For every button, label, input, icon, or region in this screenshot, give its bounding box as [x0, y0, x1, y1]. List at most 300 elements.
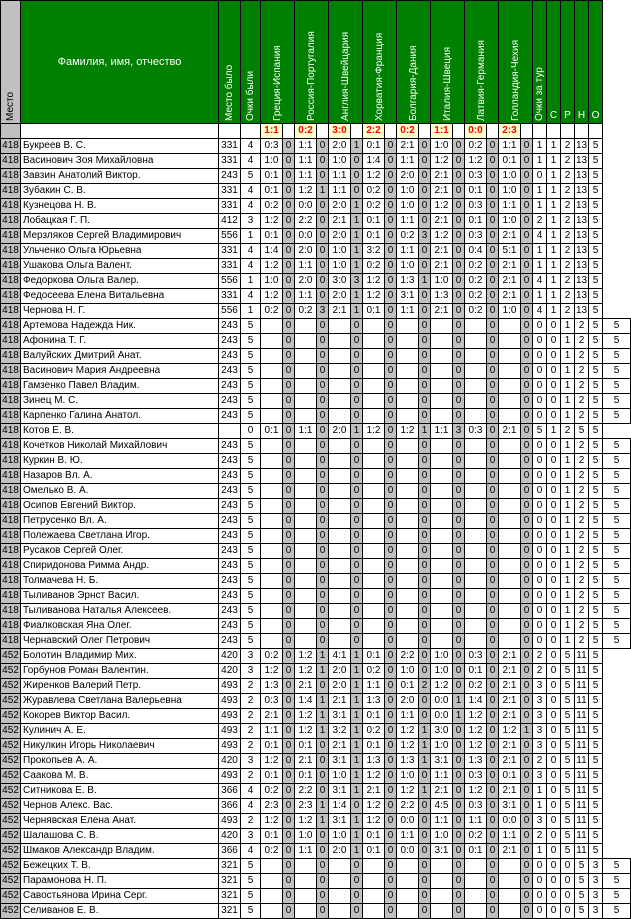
- cell-m3-pts: 1: [351, 814, 363, 829]
- cell-m3-pts: 1: [351, 739, 363, 754]
- cell-n: 2: [575, 529, 589, 544]
- cell-m3-pred: 2:0: [329, 229, 351, 244]
- cell-m2-pts: 0: [317, 859, 329, 874]
- cell-n: 5: [575, 904, 589, 919]
- cell-c: 0: [547, 409, 561, 424]
- cell-m2-pts: 0: [317, 739, 329, 754]
- cell-m2-pts: 0: [317, 439, 329, 454]
- cell-undefined: 5: [603, 439, 631, 454]
- cell-undefined: 5: [603, 604, 631, 619]
- cell-n: 13: [575, 304, 589, 319]
- cell-m8-pts: 0: [521, 529, 533, 544]
- cell-m1-pred: 1:2: [261, 814, 283, 829]
- table-row: [1, 289, 631, 304]
- cell-prev-place: 420: [219, 754, 241, 769]
- cell-n: 13: [575, 274, 589, 289]
- cell-tour-points: 1: [533, 844, 547, 859]
- cell-m1-pts: 0: [283, 814, 295, 829]
- cell-m8-pred: [499, 904, 521, 919]
- cell-m4-pred: [363, 499, 385, 514]
- cell-prev-points: 0: [241, 424, 261, 439]
- cell-m1-pts: 0: [283, 334, 295, 349]
- cell-m3-pts: 1: [351, 304, 363, 319]
- cell-m7-pred: 0:3: [465, 424, 487, 439]
- cell-m5-pts: 0: [419, 859, 431, 874]
- cell-m4-pts: 0: [385, 364, 397, 379]
- cell-m3-pred: 4:1: [329, 649, 351, 664]
- cell-m5-pred: 2:1: [397, 139, 419, 154]
- cell-place: 452: [1, 799, 21, 814]
- cell-m4-pred: [363, 589, 385, 604]
- cell-m4-pred: [363, 484, 385, 499]
- cell-m2-pts: 0: [317, 199, 329, 214]
- cell-m7-pred: 0:4: [465, 244, 487, 259]
- cell-m7-pts: 0: [487, 514, 499, 529]
- cell-m4-pts: 0: [385, 619, 397, 634]
- cell-m8-pred: [499, 379, 521, 394]
- table-row: [1, 184, 631, 199]
- cell-m1-pred: [261, 619, 283, 634]
- cell-m7-pred: 1:2: [465, 709, 487, 724]
- cell-m6-pts: 0: [453, 244, 465, 259]
- cell-m1-pts: 0: [283, 454, 295, 469]
- cell-r: 1: [561, 439, 575, 454]
- cell-name: Кочетков Николай Михайлович: [21, 439, 219, 454]
- cell-m5-pts: 0: [419, 889, 431, 904]
- cell-m5-pred: 1:0: [397, 259, 419, 274]
- cell-m8-pts: 0: [521, 139, 533, 154]
- results-prev-points-blank: [241, 124, 261, 139]
- cell-m2-pts: 0: [317, 499, 329, 514]
- cell-m3-pts: 0: [351, 544, 363, 559]
- score-spacer: [283, 124, 295, 139]
- cell-m3-pts: 3: [351, 274, 363, 289]
- table-row: [1, 199, 631, 214]
- cell-m2-pred: 2:2: [295, 784, 317, 799]
- cell-m1-pred: 0:3: [261, 694, 283, 709]
- cell-m8-pred: 1:1: [499, 199, 521, 214]
- cell-m8-pred: [499, 439, 521, 454]
- cell-prev-place: 493: [219, 679, 241, 694]
- cell-m7-pred: [465, 469, 487, 484]
- cell-m4-pts: 0: [385, 709, 397, 724]
- cell-m5-pred: [397, 454, 419, 469]
- table-row: [1, 709, 631, 724]
- table-row: [1, 619, 631, 634]
- cell-m1-pred: 0:3: [261, 139, 283, 154]
- cell-r: 1: [561, 484, 575, 499]
- cell-prev-place: 243: [219, 514, 241, 529]
- cell-m4-pts: 0: [385, 169, 397, 184]
- cell-n: 5: [575, 859, 589, 874]
- cell-m3-pred: 2:0: [329, 844, 351, 859]
- cell-m3-pred: 2:0: [329, 679, 351, 694]
- table-row: [1, 484, 631, 499]
- cell-m8-pts: 0: [521, 499, 533, 514]
- cell-m1-pts: 0: [283, 529, 295, 544]
- cell-o: 5: [589, 379, 603, 394]
- cell-m8-pred: 5:1: [499, 244, 521, 259]
- cell-tour-points: 2: [533, 754, 547, 769]
- cell-m6-pts: 0: [453, 544, 465, 559]
- cell-m5-pts: 0: [419, 574, 431, 589]
- cell-r: 5: [561, 844, 575, 859]
- cell-prev-points: 4: [241, 199, 261, 214]
- cell-undefined: 5: [603, 634, 631, 649]
- cell-m2-pred: [295, 364, 317, 379]
- cell-m6-pts: 0: [453, 664, 465, 679]
- cell-m1-pts: 0: [283, 679, 295, 694]
- cell-m3-pred: 2:1: [329, 214, 351, 229]
- cell-m1-pts: 0: [283, 229, 295, 244]
- cell-m4-pts: 0: [385, 829, 397, 844]
- cell-m7-pts: 0: [487, 784, 499, 799]
- cell-o: 5: [589, 844, 603, 859]
- cell-tour-points: 1: [533, 244, 547, 259]
- cell-name: Зинец М. С.: [21, 394, 219, 409]
- cell-m8-pts: 0: [521, 349, 533, 364]
- cell-n: 5: [575, 424, 589, 439]
- cell-tour-points: 0: [533, 904, 547, 919]
- cell-n: 11: [575, 769, 589, 784]
- cell-m6-pred: [431, 574, 453, 589]
- cell-r: 1: [561, 349, 575, 364]
- cell-m6-pts: 0: [453, 574, 465, 589]
- cell-m3-pts: 1: [351, 424, 363, 439]
- cell-m1-pts: 0: [283, 829, 295, 844]
- cell-prev-points: 5: [241, 634, 261, 649]
- table-row: [1, 499, 631, 514]
- cell-m3-pts: 0: [351, 619, 363, 634]
- cell-m4-pred: [363, 559, 385, 574]
- cell-undefined: 5: [603, 529, 631, 544]
- cell-m3-pred: [329, 439, 351, 454]
- cell-m2-pts: 0: [317, 769, 329, 784]
- cell-m6-pred: 3:0: [431, 724, 453, 739]
- table-row: [1, 604, 631, 619]
- cell-tour-points: 1: [533, 784, 547, 799]
- cell-prev-points: 4: [241, 289, 261, 304]
- cell-m5-pts: 0: [419, 199, 431, 214]
- cell-m5-pts: 0: [419, 499, 431, 514]
- cell-m7-pts: 0: [487, 289, 499, 304]
- cell-o: 5: [589, 499, 603, 514]
- cell-m2-pred: 1:2: [295, 184, 317, 199]
- cell-m1-pts: 0: [283, 199, 295, 214]
- cell-o: 5: [589, 304, 603, 319]
- cell-m2-pred: [295, 469, 317, 484]
- cell-prev-place: 321: [219, 874, 241, 889]
- cell-place: 418: [1, 604, 21, 619]
- cell-m7-pred: [465, 874, 487, 889]
- cell-m2-pts: 0: [317, 514, 329, 529]
- cell-tour-points: 0: [533, 469, 547, 484]
- cell-prev-points: 3: [241, 754, 261, 769]
- cell-m4-pred: 0:1: [363, 739, 385, 754]
- cell-m3-pred: [329, 349, 351, 364]
- cell-prev-place: 420: [219, 829, 241, 844]
- cell-prev-place: 493: [219, 739, 241, 754]
- cell-m8-pts: 0: [521, 184, 533, 199]
- table-row: [1, 559, 631, 574]
- cell-n: 11: [575, 799, 589, 814]
- table-row: [1, 319, 631, 334]
- cell-m3-pred: [329, 454, 351, 469]
- cell-prev-place: 493: [219, 814, 241, 829]
- cell-place: 452: [1, 814, 21, 829]
- cell-m8-pts: 0: [521, 559, 533, 574]
- score-spacer: [575, 124, 589, 139]
- cell-m5-pts: 0: [419, 709, 431, 724]
- cell-m6-pred: 2:1: [431, 214, 453, 229]
- cell-m6-pred: [431, 484, 453, 499]
- cell-r: 5: [561, 664, 575, 679]
- cell-m3-pts: 1: [351, 649, 363, 664]
- cell-m1-pred: 1:4: [261, 244, 283, 259]
- cell-n: 11: [575, 664, 589, 679]
- cell-c: 1: [547, 289, 561, 304]
- cell-m4-pts: 0: [385, 514, 397, 529]
- cell-m3-pred: [329, 589, 351, 604]
- cell-tour-points: 4: [533, 304, 547, 319]
- cell-m1-pred: [261, 544, 283, 559]
- cell-m5-pred: [397, 394, 419, 409]
- cell-m6-pred: [431, 379, 453, 394]
- cell-m4-pts: 0: [385, 529, 397, 544]
- cell-place: 418: [1, 454, 21, 469]
- cell-prev-points: 5: [241, 619, 261, 634]
- cell-m3-pred: [329, 334, 351, 349]
- cell-o: 5: [589, 619, 603, 634]
- cell-m2-pred: [295, 559, 317, 574]
- cell-m6-pred: [431, 499, 453, 514]
- cell-m4-pred: [363, 454, 385, 469]
- cell-m1-pts: 0: [283, 184, 295, 199]
- cell-prev-place: 243: [219, 619, 241, 634]
- cell-n: 2: [575, 469, 589, 484]
- cell-m2-pts: 1: [317, 709, 329, 724]
- cell-m3-pred: [329, 904, 351, 919]
- cell-place: 418: [1, 514, 21, 529]
- cell-m4-pts: 0: [385, 304, 397, 319]
- cell-m8-pred: 2:1: [499, 259, 521, 274]
- cell-m1-pred: [261, 859, 283, 874]
- cell-name: Артемова Надежда Ник.: [21, 319, 219, 334]
- cell-place: 418: [1, 439, 21, 454]
- cell-m3-pred: 1:0: [329, 829, 351, 844]
- cell-prev-place: 366: [219, 799, 241, 814]
- cell-o: 5: [589, 799, 603, 814]
- cell-m2-pred: 1:1: [295, 139, 317, 154]
- cell-prev-points: 5: [241, 514, 261, 529]
- cell-m2-pts: 0: [317, 349, 329, 364]
- cell-m6-pred: 2:1: [431, 259, 453, 274]
- cell-m7-pts: 0: [487, 304, 499, 319]
- cell-m6-pred: [431, 319, 453, 334]
- cell-m3-pred: 3:1: [329, 709, 351, 724]
- cell-tour-points: 0: [533, 394, 547, 409]
- cell-m4-pred: 0:1: [363, 649, 385, 664]
- cell-m8-pts: 1: [521, 724, 533, 739]
- cell-m2-pts: 0: [317, 679, 329, 694]
- cell-m2-pred: 1:0: [295, 829, 317, 844]
- cell-r: 1: [561, 604, 575, 619]
- cell-m7-pred: 0:2: [465, 139, 487, 154]
- cell-m1-pts: 0: [283, 514, 295, 529]
- cell-m7-pts: 0: [487, 199, 499, 214]
- cell-m2-pts: 0: [317, 409, 329, 424]
- cell-m2-pts: 1: [317, 724, 329, 739]
- cell-m8-pred: 3:1: [499, 799, 521, 814]
- match-header-3: Англия-Швейцария: [329, 1, 363, 124]
- cell-m1-pred: [261, 469, 283, 484]
- cell-m6-pts: 1: [453, 694, 465, 709]
- cell-m7-pts: 0: [487, 829, 499, 844]
- cell-m7-pred: 0:3: [465, 769, 487, 784]
- cell-c: 0: [547, 814, 561, 829]
- cell-tour-points: 0: [533, 379, 547, 394]
- cell-tour-points: 0: [533, 619, 547, 634]
- cell-m8-pts: 0: [521, 889, 533, 904]
- cell-m6-pred: [431, 619, 453, 634]
- cell-prev-points: 5: [241, 439, 261, 454]
- cell-m5-pred: [397, 469, 419, 484]
- cell-m2-pred: [295, 409, 317, 424]
- cell-undefined: 5: [603, 484, 631, 499]
- cell-m2-pred: 1:2: [295, 814, 317, 829]
- cell-m2-pred: [295, 634, 317, 649]
- cell-m5-pred: 1:2: [397, 784, 419, 799]
- cell-m8-pred: [499, 619, 521, 634]
- cell-m5-pts: 1: [419, 424, 431, 439]
- cell-m7-pred: 1:2: [465, 739, 487, 754]
- cell-m7-pts: 0: [487, 154, 499, 169]
- cell-m1-pred: 0:1: [261, 229, 283, 244]
- cell-m2-pred: [295, 319, 317, 334]
- cell-m7-pts: 0: [487, 604, 499, 619]
- table-row: [1, 379, 631, 394]
- cell-m1-pred: 1:2: [261, 214, 283, 229]
- cell-m4-pts: 0: [385, 904, 397, 919]
- cell-m5-pts: 0: [419, 334, 431, 349]
- cell-m5-pred: [397, 604, 419, 619]
- table-row: [1, 424, 631, 439]
- cell-place: 418: [1, 274, 21, 289]
- cell-place: 418: [1, 634, 21, 649]
- cell-m3-pts: 0: [351, 604, 363, 619]
- cell-name: Кулинич А. Е.: [21, 724, 219, 739]
- table-row: [1, 544, 631, 559]
- cell-m1-pred: 0:2: [261, 649, 283, 664]
- cell-m3-pred: 1:1: [329, 169, 351, 184]
- cell-m6-pts: 0: [453, 784, 465, 799]
- cell-c: 0: [547, 844, 561, 859]
- cell-m8-pts: 0: [521, 214, 533, 229]
- cell-m3-pred: [329, 409, 351, 424]
- cell-m2-pred: [295, 544, 317, 559]
- cell-m1-pts: 0: [283, 754, 295, 769]
- cell-m4-pred: [363, 874, 385, 889]
- cell-m3-pts: 0: [351, 319, 363, 334]
- cell-m8-pred: [499, 334, 521, 349]
- table-row: [1, 274, 631, 289]
- cell-m7-pred: 0:2: [465, 679, 487, 694]
- cell-m3-pred: 2:1: [329, 304, 351, 319]
- cell-m6-pred: [431, 469, 453, 484]
- cell-m2-pred: 0:0: [295, 199, 317, 214]
- cell-c: 0: [547, 754, 561, 769]
- cell-m2-pts: 0: [317, 469, 329, 484]
- cell-m1-pred: [261, 529, 283, 544]
- cell-r: 1: [561, 589, 575, 604]
- cell-m5-pts: 0: [419, 214, 431, 229]
- cell-m8-pts: 0: [521, 334, 533, 349]
- cell-place: 418: [1, 184, 21, 199]
- cell-r: 2: [561, 184, 575, 199]
- table-row: [1, 889, 631, 904]
- cell-m5-pts: 0: [419, 394, 431, 409]
- cell-m6-pred: 1:1: [431, 424, 453, 439]
- cell-prev-points: 2: [241, 814, 261, 829]
- cell-m2-pts: 0: [317, 214, 329, 229]
- cell-m7-pts: 0: [487, 619, 499, 634]
- cell-m4-pts: 0: [385, 604, 397, 619]
- cell-name: Афонина Т. Г.: [21, 334, 219, 349]
- cell-tour-points: 1: [533, 154, 547, 169]
- cell-place: 418: [1, 544, 21, 559]
- cell-m6-pts: 0: [453, 439, 465, 454]
- cell-place: 452: [1, 889, 21, 904]
- match-header-6: Италия-Швеция: [431, 1, 465, 124]
- cell-m5-pred: 1:3: [397, 274, 419, 289]
- cell-m7-pts: 0: [487, 349, 499, 364]
- cell-place: 418: [1, 499, 21, 514]
- cell-prev-place: 331: [219, 139, 241, 154]
- cell-m3-pts: 0: [351, 379, 363, 394]
- cell-prev-place: 556: [219, 274, 241, 289]
- cell-tour-points: 0: [533, 604, 547, 619]
- cell-m4-pred: [363, 469, 385, 484]
- table-row: [1, 724, 631, 739]
- cell-m1-pts: 0: [283, 319, 295, 334]
- cell-m2-pts: 0: [317, 379, 329, 394]
- cell-m4-pred: 1:4: [363, 154, 385, 169]
- cell-m8-pred: [499, 574, 521, 589]
- cell-m8-pred: 1:0: [499, 304, 521, 319]
- cell-m3-pred: 2:0: [329, 289, 351, 304]
- cell-m7-pts: 0: [487, 169, 499, 184]
- cell-prev-points: 2: [241, 739, 261, 754]
- cell-m6-pred: 1:2: [431, 229, 453, 244]
- cell-prev-place: 331: [219, 184, 241, 199]
- cell-m1-pred: 2:1: [261, 709, 283, 724]
- cell-name: Прокопьев А. А.: [21, 754, 219, 769]
- cell-tour-points: 1: [533, 139, 547, 154]
- cell-prev-place: 243: [219, 559, 241, 574]
- cell-m6-pred: 1:0: [431, 139, 453, 154]
- cell-m5-pts: 0: [419, 169, 431, 184]
- cell-name: Полежаева Светлана Игор.: [21, 529, 219, 544]
- cell-c: 0: [547, 319, 561, 334]
- cell-m2-pred: 1:4: [295, 694, 317, 709]
- cell-m5-pred: 3:1: [397, 289, 419, 304]
- cell-m2-pts: 0: [317, 889, 329, 904]
- cell-m3-pts: 1: [351, 229, 363, 244]
- cell-n: 13: [575, 139, 589, 154]
- n-header: Н: [575, 1, 589, 124]
- cell-m1-pred: 0:1: [261, 739, 283, 754]
- cell-m4-pts: 0: [385, 244, 397, 259]
